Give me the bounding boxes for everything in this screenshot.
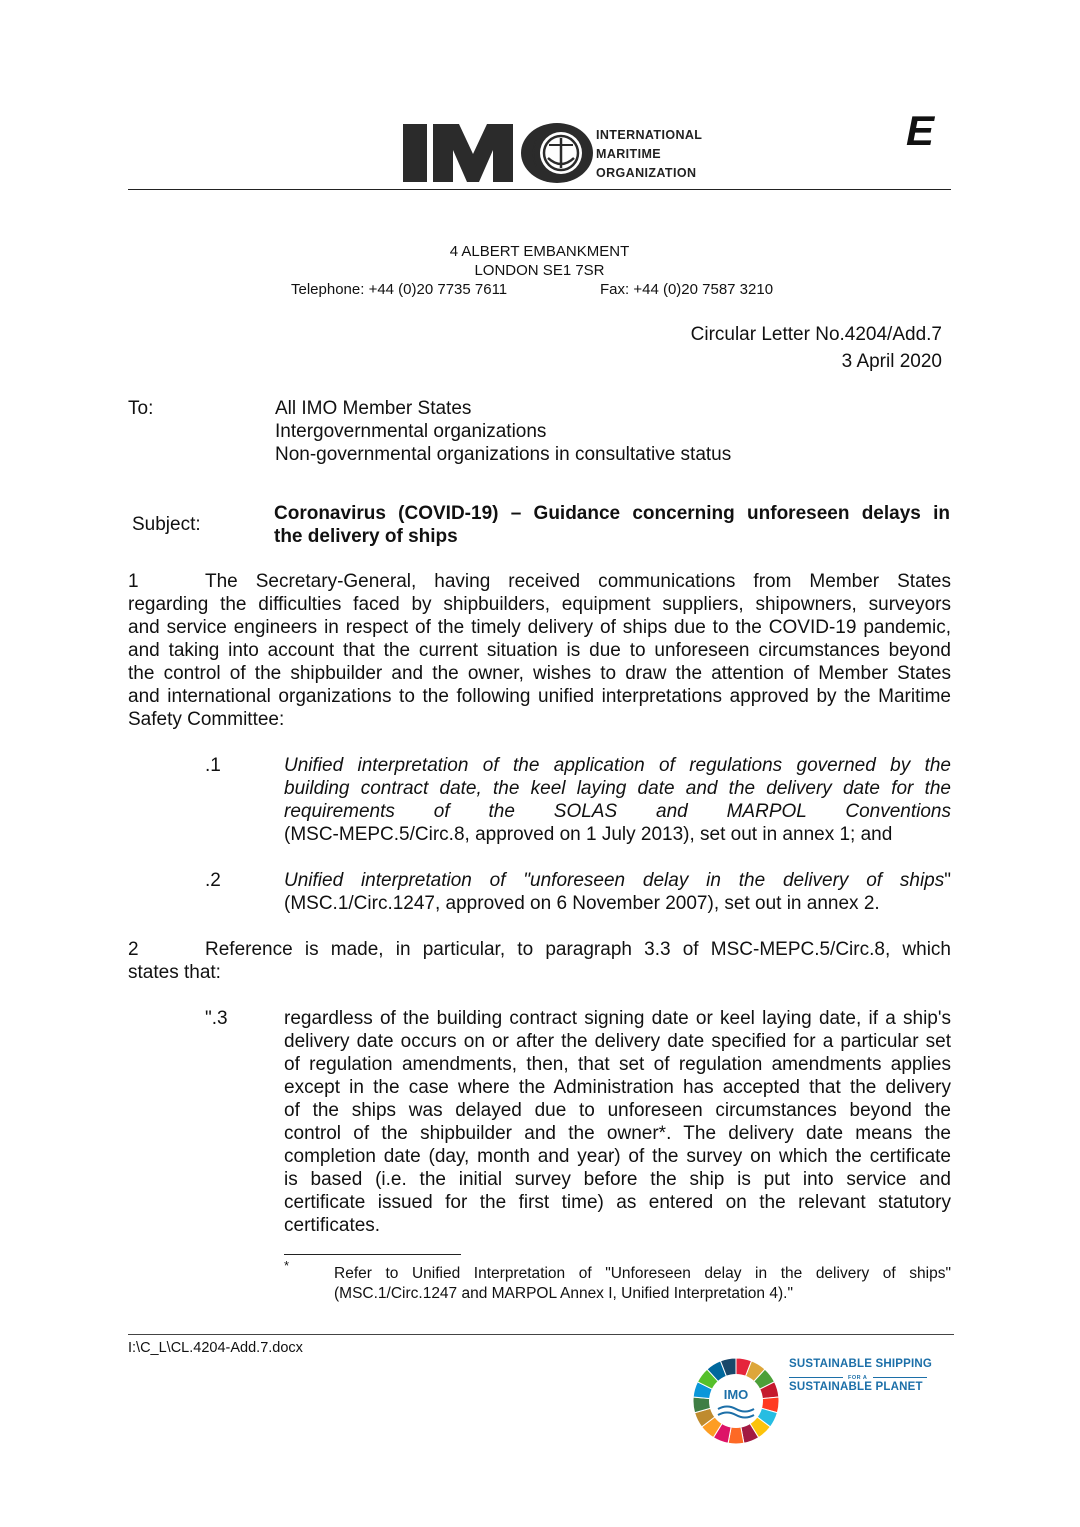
address-city: LONDON SE1 7SR	[474, 262, 605, 279]
item-1-number: .1	[205, 755, 221, 776]
footnote-divider	[284, 1254, 461, 1255]
header-divider	[128, 189, 951, 190]
circular-date: 3 April 2020	[841, 351, 942, 372]
paragraph-number: 2	[128, 939, 139, 960]
quote-text: regardless of the building contract signing date or keel laying date, if a ship's delivery date occurs on or after the delivery date specified for a particular set of regulation amendments, then, that set of regulation amendments applies except in the case where the Administration has accepted that the delivery of the ships was delayed due to unforeseen circumstances beyond the control of the shipbuilder and the owner*. The delivery date means the completion date (day, month and year) of the survey on which the certificate is based (i.e. the initial survey before the ship is put into service and certificate issued for the first time) as entered on the relevant statutory certificates.	[284, 1008, 951, 1236]
address-fax: Fax: +44 (0)20 7587 3210	[600, 281, 774, 298]
addressee-item: Intergovernmental organizations	[275, 421, 547, 442]
sdg-line-1: SUSTAINABLE SHIPPING	[789, 1358, 933, 1370]
circular-number: Circular Letter No.4204/Add.7	[690, 324, 942, 345]
paragraph-number: 1	[128, 571, 139, 592]
sdg-for: FOR A	[848, 1375, 868, 1381]
item-2-text: Unified interpretation of "unforeseen delay in the delivery of ships" (MSC.1/Circ.1247, approved on 6 November 2007), set out in annex 2.	[284, 870, 951, 914]
language-mark: E	[906, 107, 935, 154]
paragraph-1: 1 The Secretary-General, having received communications from Member States regarding the difficulties faced by shipbuilders, equipment suppliers, shipowners, surveyors and service engineers in respect of the timely delivery of ships due to the COVID-19 pandemic, and taking into account that the current situation is due to unforeseen circumstances beyond the control of the shipbuilder and the owner, wishes to draw the attention of Member States and international organizations to the following unified interpretations approved by the Maritime Safety Committee:	[128, 571, 951, 730]
quote-number: ".3	[205, 1008, 228, 1029]
file-path: I:\C_L\CL.4204-Add.7.docx	[128, 1340, 303, 1356]
subject-label: Subject:	[132, 514, 201, 535]
to-label: To:	[128, 398, 154, 419]
footer-divider	[128, 1334, 954, 1335]
sdg-rule-left	[789, 1377, 843, 1378]
addressee-item: All IMO Member States	[275, 398, 472, 419]
organization-name: INTERNATIONAL MARITIME ORGANIZATION	[596, 128, 703, 180]
sdg-line-2: SUSTAINABLE PLANET	[789, 1381, 923, 1393]
subject-text: Coronavirus (COVID-19) – Guidance concerning unforeseen delays in the delivery of ships	[274, 503, 950, 547]
address-street: 4 ALBERT EMBANKMENT	[449, 243, 630, 260]
paragraph-2: 2 Reference is made, in particular, to paragraph 3.3 of MSC-MEPC.5/Circ.8, which states that:	[128, 939, 951, 983]
sdg-rule-right	[873, 1377, 927, 1378]
footnote-text: Refer to Unified Interpretation of "Unforeseen delay in the delivery of ships" (MSC.1/Circ.1247 and MARPOL Annex I, Unified Interpretation 4)."	[334, 1265, 951, 1302]
sdg-logo-text: IMO	[723, 1387, 749, 1402]
item-2-number: .2	[205, 870, 221, 891]
address-telephone: Telephone: +44 (0)20 7735 7611	[291, 281, 508, 298]
footnote-mark: *	[284, 1258, 290, 1273]
item-1-text: Unified interpretation of the application of regulations governed by the building contract date, the keel laying date and the delivery date for the requirements of the SOLAS and MARPOL Conventions (MSC-MEPC.5/Circ.8, approved on 1 July 2013), set out in annex 1; and	[284, 755, 951, 845]
addressee-item: Non-governmental organizations in consultative status	[275, 444, 732, 465]
sdg-wheel-logo	[692, 1357, 780, 1445]
